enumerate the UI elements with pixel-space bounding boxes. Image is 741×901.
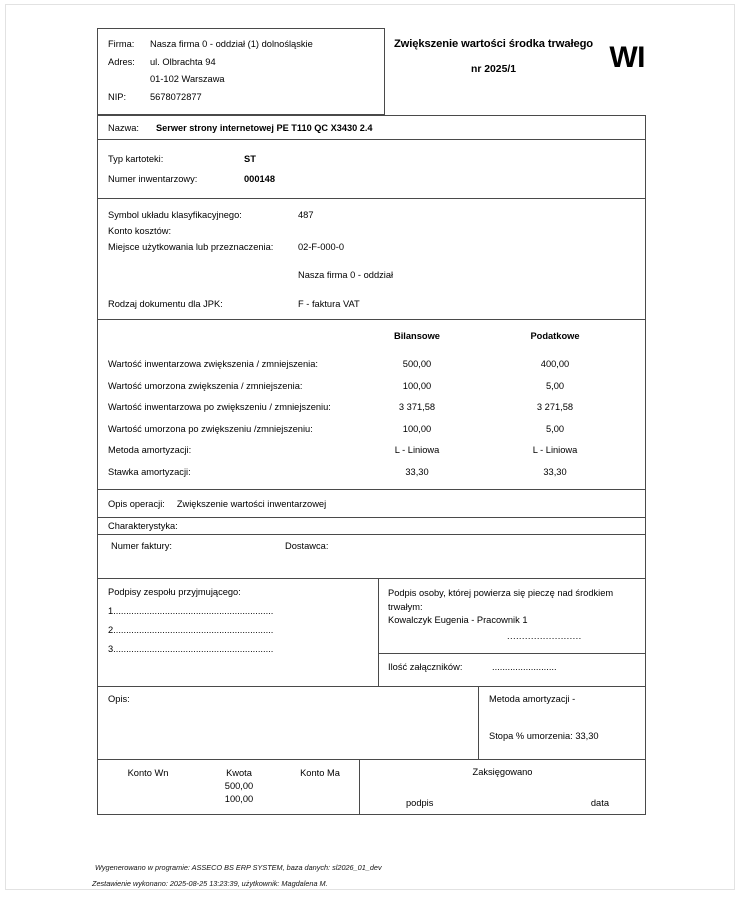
card-info-section <box>97 140 646 199</box>
jpk-document-type-label: Rodzaj dokumentu dla JPK: <box>108 299 223 309</box>
usage-place-row <box>108 239 645 255</box>
amount-value: 500,00 <box>224 781 254 791</box>
table-row <box>98 794 359 804</box>
signatures-section <box>97 579 646 687</box>
usage-place-label-spacer <box>108 267 298 283</box>
row-label: Metoda amortyzacji: <box>108 445 192 455</box>
invoice-number-label: Numer faktury: <box>111 541 172 551</box>
company-value: Nasza firma 0 - oddział (1) dolnośląskie <box>150 39 313 49</box>
description-label: Opis: <box>108 694 130 704</box>
attachments-row <box>379 654 645 686</box>
custodian-label-line-1: Podpis osoby, której powierza się pieczę nad środkiem <box>388 588 614 598</box>
row-label: Stawka amortyzacji: <box>108 466 191 477</box>
booking-signature-label: podpis <box>406 798 434 808</box>
debit-account-value <box>98 794 198 804</box>
team-signatures-box <box>98 579 379 686</box>
signature-line-3: 3.............................................................. <box>108 644 274 654</box>
custodian-signature-box <box>379 579 645 686</box>
row-label: Wartość umorzona zwiększenia / zmniejszenia: <box>108 380 303 391</box>
supplier-label: Dostawca: <box>285 541 329 551</box>
signature-line-1: 1.............................................................. <box>108 606 274 616</box>
attachments-value-line: ......................... <box>492 662 557 672</box>
address-label-spacer <box>108 71 150 89</box>
asset-name-value: Serwer strony internetowej PE T110 QC X3430 2.4 <box>156 122 373 133</box>
address-line-1: ul. Olbrachta 94 <box>150 56 216 67</box>
footer-report-info: Zestawienie wykonano: 2025-08-25 13:23:39, użytkownik: Magdalena M. <box>92 879 328 888</box>
credit-account-value <box>280 781 360 791</box>
accounting-header-row <box>98 768 359 778</box>
amounts-header-row <box>108 329 645 343</box>
team-signatures-label: Podpisy zespołu przyjmującego: <box>108 587 241 597</box>
characteristics-row <box>97 518 646 535</box>
usage-place-label: Miejsce użytkowania lub przeznaczenia: <box>108 242 274 252</box>
attachments-label: Ilość załączników: <box>388 662 463 672</box>
row-tax-value: L - Liniowa <box>532 445 578 455</box>
usage-place-row-2 <box>108 267 645 283</box>
amounts-header-balance: Bilansowe <box>394 331 440 341</box>
asset-name-row <box>97 115 646 140</box>
jpk-document-type-value: F - faktura VAT <box>298 299 360 309</box>
depreciation-rate-value: 33,30 <box>575 731 599 741</box>
wi-logo: WI <box>609 41 645 74</box>
classification-section <box>97 199 646 320</box>
inventory-number-label: Numer inwentarzowy: <box>108 174 198 184</box>
address-row <box>108 54 384 72</box>
table-row <box>108 462 645 484</box>
amounts-header-spacer <box>108 329 348 343</box>
nip-row <box>108 89 384 107</box>
row-balance-value: 33,30 <box>405 466 429 477</box>
row-tax-value: 5,00 <box>545 380 565 391</box>
characteristics-label: Charakterystyka: <box>108 521 178 531</box>
row-tax-value: 3 271,58 <box>536 402 574 412</box>
booking-box <box>360 760 645 814</box>
row-balance-value: 500,00 <box>402 359 432 369</box>
usage-place-value-2: Nasza firma 0 - oddział <box>298 270 394 280</box>
address-row-2 <box>108 71 384 89</box>
document-header <box>97 28 646 115</box>
jpk-document-type-row <box>108 296 645 312</box>
row-tax-value: 5,00 <box>545 423 565 434</box>
credit-account-header: Konto Ma <box>300 768 340 778</box>
credit-account-value <box>280 794 360 804</box>
amounts-header-tax: Podatkowe <box>530 331 580 341</box>
depreciation-rate-label: Stopa % umorzenia: <box>489 731 573 741</box>
depreciation-method-box <box>479 687 645 759</box>
invoice-section <box>97 535 646 579</box>
card-type-row <box>108 149 645 169</box>
amount-value: 100,00 <box>224 794 254 804</box>
inventory-number-value: 000148 <box>244 174 276 184</box>
debit-account-header: Konto Wn <box>127 768 169 778</box>
document-page <box>5 4 735 890</box>
custodian-info <box>379 579 645 654</box>
custodian-signature-line: ......................... <box>507 630 582 641</box>
document-title-area <box>385 28 646 115</box>
inventory-number-row <box>108 169 645 189</box>
usage-place-value: 02-F-000-0 <box>298 242 344 252</box>
row-balance-value: 100,00 <box>402 423 432 434</box>
table-row <box>98 781 359 791</box>
row-tax-value: 33,30 <box>543 466 567 477</box>
booked-label: Zaksięgowano <box>472 767 533 777</box>
classification-symbol-row <box>108 207 645 223</box>
row-label: Wartość umorzona po zwiększeniu /zmniejszeniu: <box>108 423 313 434</box>
amounts-table <box>97 320 646 490</box>
classification-symbol-label: Symbol układu klasyfikacyjnego: <box>108 210 242 220</box>
description-section <box>97 687 646 760</box>
cost-account-value <box>298 223 645 239</box>
table-row <box>108 354 645 376</box>
row-tax-value: 400,00 <box>540 359 570 369</box>
table-row <box>108 419 645 441</box>
table-row <box>108 376 645 398</box>
footer-generated-by: Wygenerowano w programie: ASSECO BS ERP SYSTEM, baza danych: sl2026_01_dev <box>95 863 382 872</box>
card-type-value: ST <box>244 154 256 164</box>
accounting-table <box>98 760 360 814</box>
page-title: Zwiększenie wartości środka trwałego <box>393 38 594 50</box>
card-type-label: Typ kartoteki: <box>108 154 164 164</box>
accounting-section <box>97 760 646 815</box>
company-label: Firma: <box>108 39 135 49</box>
nip-value: 5678072877 <box>150 91 202 102</box>
custodian-name: Kowalczyk Eugenia - Pracownik 1 <box>388 615 528 625</box>
signature-line-2: 2.............................................................. <box>108 625 274 635</box>
company-row <box>108 36 384 54</box>
document-footer <box>92 860 382 892</box>
row-label: Wartość inwentarzowa zwiększenia / zmniejszenia: <box>108 359 318 369</box>
document-body <box>97 28 646 815</box>
table-row <box>108 397 645 419</box>
row-balance-value: 100,00 <box>402 380 432 391</box>
operation-description-row <box>97 490 646 518</box>
debit-account-value <box>98 781 198 791</box>
asset-name-label: Nazwa: <box>108 122 140 133</box>
company-info-box <box>97 28 385 115</box>
table-row <box>108 440 645 462</box>
address-line-2: 01-102 Warszawa <box>150 74 225 84</box>
cost-account-label: Konto kosztów: <box>108 226 172 236</box>
address-label: Adres: <box>108 56 135 67</box>
depreciation-method-label: Metoda amortyzacji - <box>489 694 576 704</box>
row-balance-value: L - Liniowa <box>394 445 440 455</box>
operation-description-value: Zwiększenie wartości inwentarzowej <box>176 498 327 509</box>
classification-symbol-value: 487 <box>298 210 314 220</box>
booking-date-label: data <box>590 798 609 808</box>
operation-description-label: Opis operacji: <box>108 498 165 509</box>
cost-account-row <box>108 223 645 239</box>
custodian-label-line-2: trwałym: <box>388 601 423 612</box>
amount-header: Kwota <box>226 768 252 778</box>
document-number: nr 2025/1 <box>470 64 517 75</box>
depreciation-rate-row <box>489 731 645 741</box>
description-box <box>98 687 479 759</box>
nip-label: NIP: <box>108 91 127 102</box>
row-label: Wartość inwentarzowa po zwiększeniu / zmniejszeniu: <box>108 402 331 412</box>
row-balance-value: 3 371,58 <box>398 402 436 412</box>
